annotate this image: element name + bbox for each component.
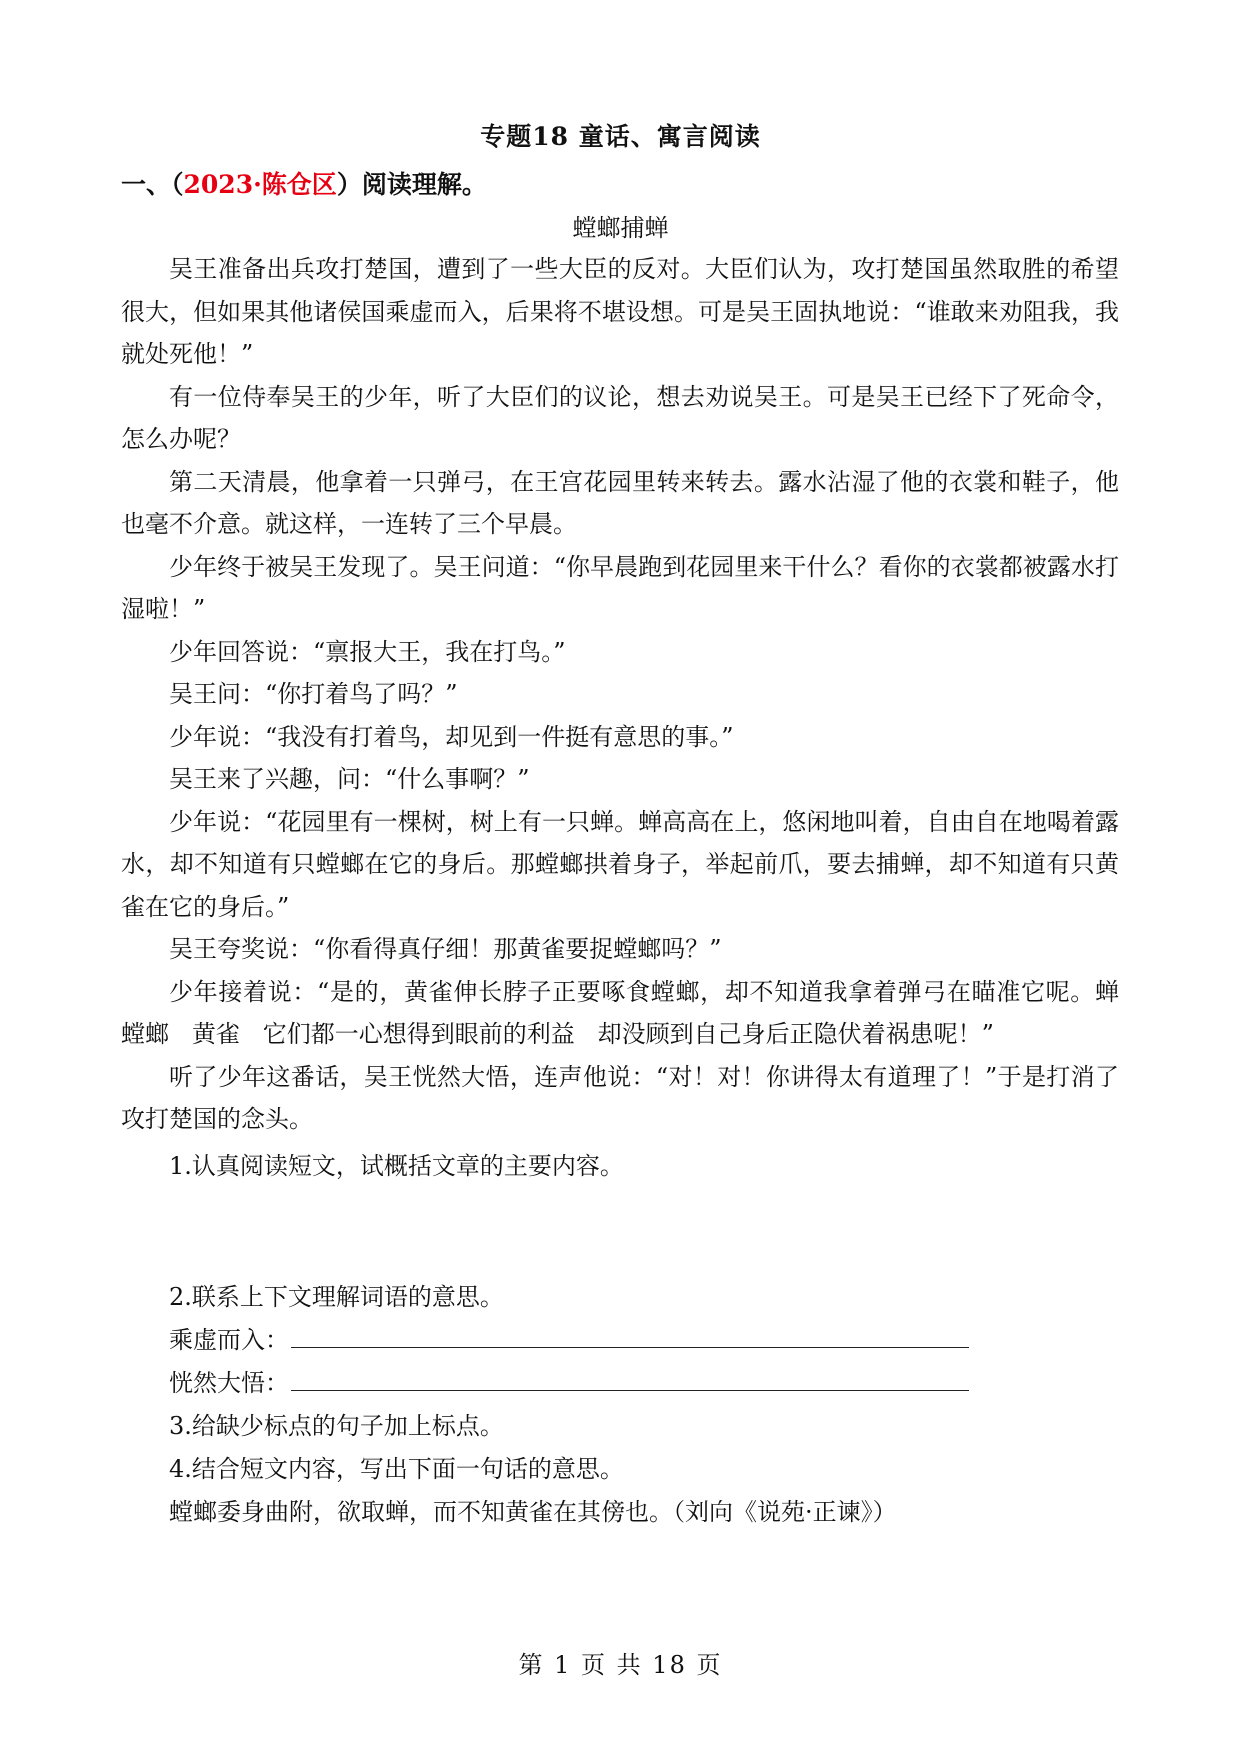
paragraph: 少年终于被吴王发现了。吴王问道：“你早晨跑到花园里来干什么？看你的衣裳都被露水打湿啦！” <box>121 552 1119 623</box>
question-2a-row <box>169 1320 969 1355</box>
question-3: 3.给缺少标点的句子加上标点。 <box>169 1412 504 1440</box>
paragraph: 吴王夸奖说：“你看得真仔细！那黄雀要捉螳螂吗？” <box>169 935 722 963</box>
paragraph: 第二天清晨，他拿着一只弹弓，在王宫花园里转来转去。露水沾湿了他的衣裳和鞋子，他也毫不介意。就这样，一连转了三个早晨。 <box>121 467 1119 538</box>
paragraph: 吴王来了兴趣，问：“什么事啊？” <box>169 765 530 793</box>
question-2: 2.联系上下文理解词语的意思。 <box>169 1283 504 1311</box>
paragraph: 吴王准备出兵攻打楚国，遭到了一些大臣的反对。大臣们认为，攻打楚国虽然取胜的希望很大，但如果其他诸侯国乘虚而入，后果将不堪设想。可是吴王固执地说：“谁敢来劝阻我，我就处死他！” <box>121 255 1119 368</box>
answer-blank-2b[interactable] <box>291 1370 969 1391</box>
question-4-quote: 螳螂委身曲附，欲取蝉，而不知黄雀在其傍也。（刘向《说苑·正谏》） <box>169 1498 897 1526</box>
section-source: 2023·陈仓区 <box>183 170 337 199</box>
story-body <box>121 248 1135 1141</box>
section-prefix: 一、（ <box>121 170 184 199</box>
paragraph: 少年接着说：“是的，黄雀伸长脖子正要啄食螳螂，却不知道我拿着弹弓在瞄准它呢。蝉 螳螂 黄雀 它们都一心想得到眼前的利益 却没顾到自己身后正隐伏着祸患呢！” <box>121 977 1135 1048</box>
question-2b-label: 恍然大悟： <box>169 1369 289 1397</box>
question-2a-label: 乘虚而入： <box>169 1326 289 1354</box>
paragraph: 听了少年这番话，吴王恍然大悟，连声他说：“对！对！你讲得太有道理了！”于是打消了攻打楚国的念头。 <box>121 1062 1119 1133</box>
question-2b-row <box>169 1363 969 1398</box>
paragraph: 少年说：“我没有打着鸟，却见到一件挺有意思的事。” <box>169 722 734 751</box>
story-title: 螳螂捕蝉 <box>572 214 669 242</box>
paragraph: 少年回答说：“禀报大王，我在打鸟。” <box>169 637 566 666</box>
paragraph: 有一位侍奉吴王的少年，听了大臣们的议论，想去劝说吴王。可是吴王已经下了死命令，怎么办呢？ <box>121 382 1119 453</box>
document-title: 专题18 童话、寓言阅读 <box>480 122 761 151</box>
question-1: 1.认真阅读短文，试概括文章的主要内容。 <box>169 1152 624 1180</box>
page-footer: 第 1 页 共 18 页 <box>518 1651 723 1679</box>
question-4: 4.结合短文内容，写出下面一句话的意思。 <box>169 1455 624 1483</box>
paragraph: 少年说：“花园里有一棵树，树上有一只蝉。蝉高高在上，悠闲地叫着，自由自在地喝着露水，却不知道有只螳螂在它的身后。那螳螂拱着身子，举起前爪，要去捕蝉，却不知道有只黄雀在它的身后。” <box>121 807 1119 921</box>
answer-blank-2a[interactable] <box>291 1327 969 1348</box>
section-heading <box>121 165 487 201</box>
section-suffix: ）阅读理解。 <box>336 170 487 199</box>
paragraph: 吴王问：“你打着鸟了吗？” <box>169 680 458 708</box>
